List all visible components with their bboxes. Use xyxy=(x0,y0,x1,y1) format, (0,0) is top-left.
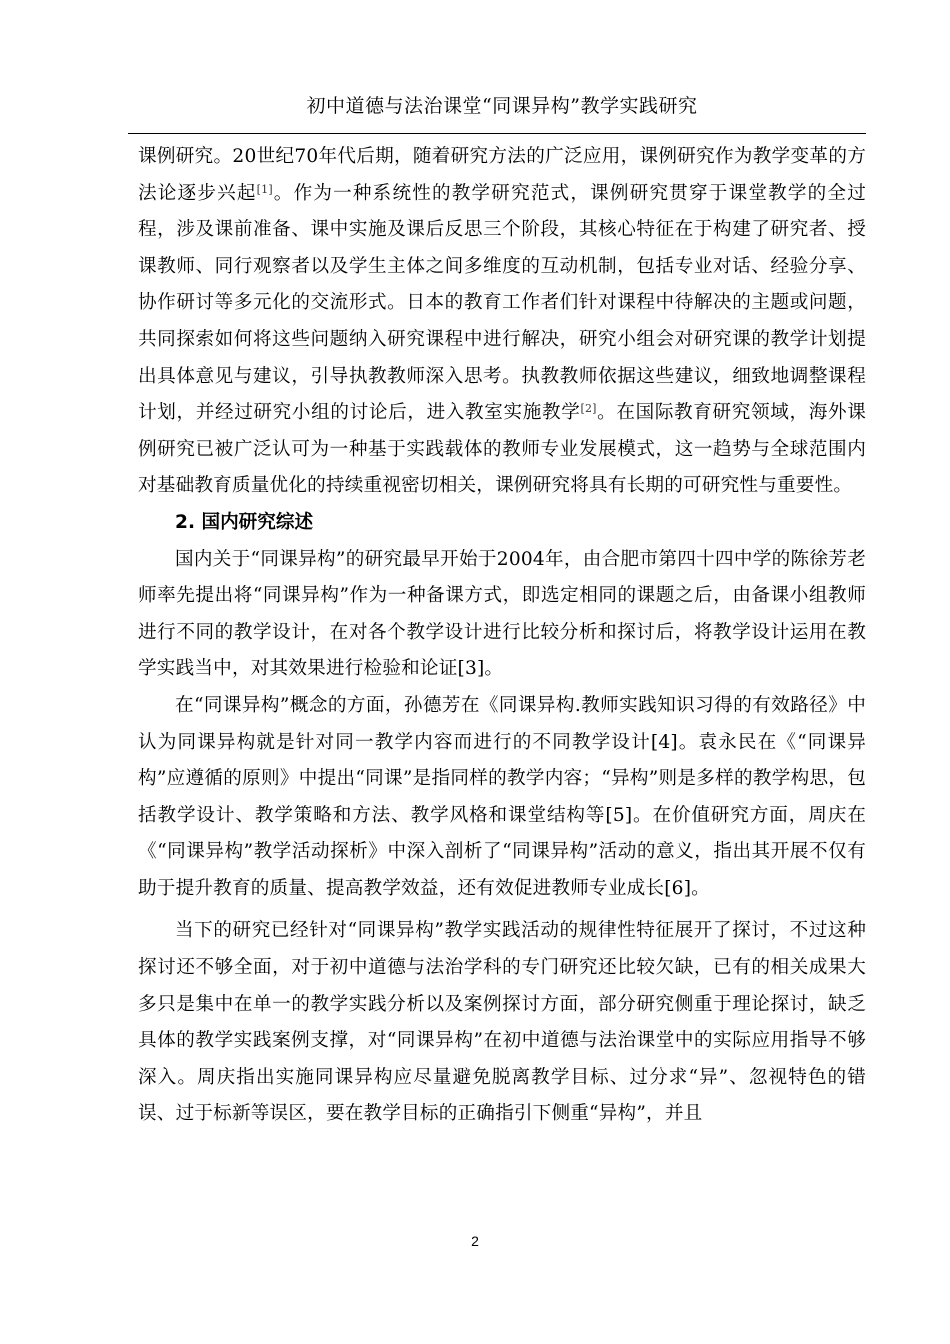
citation-marker: [1] xyxy=(256,182,273,196)
paragraph-concept-research: 在“同课异构”概念的方面，孙德芳在《同课异构.教师实践知识习得的有效路径》中认为同课异构就是针对同一教学内容而进行的不同教学设计[4]。袁永民在《“同课异构”应遵循的原则》中提出“同课”是指同样的教学内容；“异构”则是多样的教学构思，包括教学设计、教学策略和方法、教学风格和课堂结构等[5]。在价值研究方面，周庆在《“同课异构”教学活动探析》中深入剖析了“同课异构”活动的意义，指出其开展不仅有助于提升教育的质量、提高教学效益，还有效促进教师专业成长[6]。 xyxy=(138,694,866,899)
body-text xyxy=(138,139,866,1133)
paragraph-text: 。在国际教育研究领域，海外课例研究已被广泛认可为一种基于实践载体的教师专业发展模式，这一趋势与全球范围内对基础教育质量优化的持续重视密切相关，课例研究将具有长期的可研究性与重要性。 xyxy=(138,402,866,497)
paragraph-current-research: 当下的研究已经针对“同课异构”教学实践活动的规律性特征展开了探讨，不过这种探讨还不够全面，对于初中道德与法治学科的专门研究还比较欠缺，已有的相关成果大多只是集中在单一的教学实践分析以及案例探讨方面，部分研究侧重于理论探讨，缺乏具体的教学实践案例支撑，对“同课异构”在初中道德与法治课堂中的实际应用指导不够深入。周庆指出实施同课异构应尽量避免脱离教学目标、过分求“异”、忽视特色的错误、过于标新等误区，要在教学目标的正确指引下侧重“异构”，并且 xyxy=(138,920,866,1125)
section-heading-domestic-review: 2. 国内研究综述 xyxy=(175,511,314,533)
paragraph-text: 。作为一种系统性的教学研究范式，课例研究贯穿于课堂教学的全过程，涉及课前准备、课中实施及课后反思三个阶段，其核心特征在于构建了研究者、授课教师、同行观察者以及学生主体之间多维度的互动机制，包括专业对话、经验分享、协作研讨等多元化的交流形式。日本的教育工作者们针对课程中待解决的主题或问题，共同探索如何将这些问题纳入研究课程中进行解决，研究小组会对研究课的教学计划提出具体意见与建议，引导执教教师深入思考。执教教师依据这些建议，细致地调整课程计划，并经过研究小组的讨论后，进入教室实施教学 xyxy=(138,182,866,424)
header-divider xyxy=(128,133,866,134)
citation-marker: [2] xyxy=(580,402,597,416)
running-header-title: 初中道德与法治课堂“同课异构”教学实践研究 xyxy=(306,95,698,117)
paragraph-lesson-study xyxy=(138,139,866,505)
paragraph-text: 课例研究。20世纪70年代后期，随着研究方法的广泛应用，课例研究作为教学变革的方法论逐步兴起 xyxy=(138,146,866,204)
page-number: 2 xyxy=(471,1233,479,1249)
paragraph-domestic-origin: 国内关于“同课异构”的研究最早开始于2004年，由合肥市第四十四中学的陈徐芳老师率先提出将“同课异构”作为一种备课方式，即选定相同的课题之后，由备课小组教师进行不同的教学设计，在对各个教学设计进行比较分析和探讨后，将教学设计运用在教学实践当中，对其效果进行检验和论证[3]。 xyxy=(138,548,866,680)
